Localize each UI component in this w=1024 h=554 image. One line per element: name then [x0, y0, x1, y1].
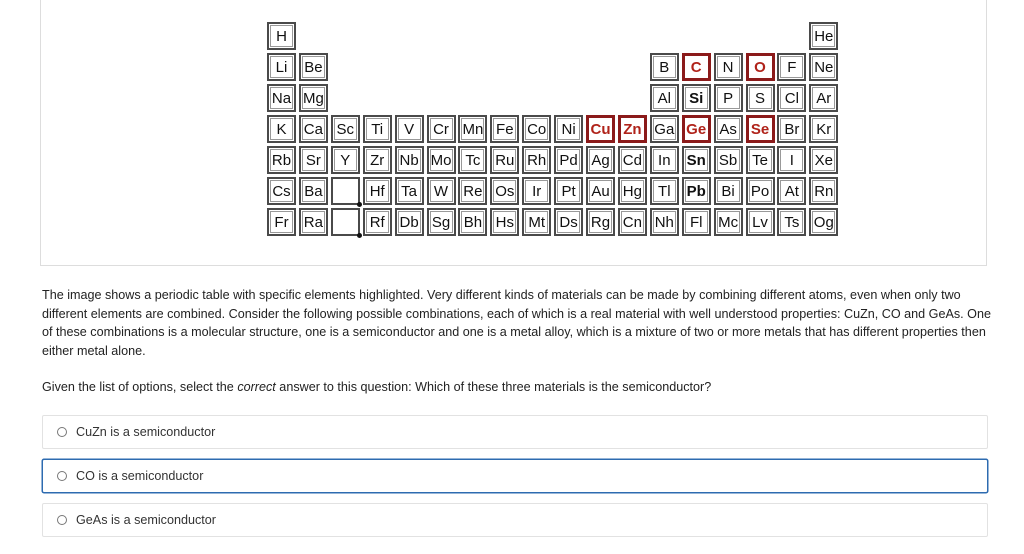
element-ag: Ag — [586, 146, 615, 174]
element-nb: Nb — [395, 146, 424, 174]
element-fl: Fl — [682, 208, 711, 236]
element-ta: Ta — [395, 177, 424, 205]
question-suffix: answer to this question: Which of these three materials is the semiconductor? — [275, 380, 712, 394]
element-bi: Bi — [714, 177, 743, 205]
option-geas[interactable] — [42, 503, 988, 537]
element-na: Na — [267, 84, 296, 112]
option-co[interactable] — [42, 459, 988, 493]
element-ge: Ge — [682, 115, 711, 143]
element-sb: Sb — [714, 146, 743, 174]
element-in: In — [650, 146, 679, 174]
element-os: Os — [490, 177, 519, 205]
element-rb: Rb — [267, 146, 296, 174]
element-mc: Mc — [714, 208, 743, 236]
element-si: Si — [682, 84, 711, 112]
element-br: Br — [777, 115, 806, 143]
element-cd: Cd — [618, 146, 647, 174]
element-cl: Cl — [777, 84, 806, 112]
element-hg: Hg — [618, 177, 647, 205]
element-co: Co — [522, 115, 551, 143]
element-o: O — [746, 53, 775, 81]
element-fr: Fr — [267, 208, 296, 236]
element-mn: Mn — [458, 115, 487, 143]
element-h: H — [267, 22, 296, 50]
element-zn: Zn — [618, 115, 647, 143]
option-label: CuZn is a semiconductor — [76, 425, 216, 439]
element-zr: Zr — [363, 146, 392, 174]
option-cuzn[interactable] — [42, 415, 988, 449]
element-xe: Xe — [809, 146, 838, 174]
element-ar: Ar — [809, 84, 838, 112]
element-w: W — [427, 177, 456, 205]
element-ni: Ni — [554, 115, 583, 143]
radio-icon[interactable] — [57, 515, 67, 525]
element-rn: Rn — [809, 177, 838, 205]
element-be: Be — [299, 53, 328, 81]
series-placeholder-cell — [331, 177, 360, 205]
element-cn: Cn — [618, 208, 647, 236]
element-al: Al — [650, 84, 679, 112]
element-ts: Ts — [777, 208, 806, 236]
radio-icon[interactable] — [57, 427, 67, 437]
question-text — [42, 378, 992, 396]
periodic-table — [267, 22, 847, 244]
element-ne: Ne — [809, 53, 838, 81]
series-placeholder-cell — [331, 208, 360, 236]
element-sc: Sc — [331, 115, 360, 143]
element-pd: Pd — [554, 146, 583, 174]
element-db: Db — [395, 208, 424, 236]
element-mt: Mt — [522, 208, 551, 236]
element-he: He — [809, 22, 838, 50]
element-ca: Ca — [299, 115, 328, 143]
option-label: GeAs is a semiconductor — [76, 513, 216, 527]
element-nh: Nh — [650, 208, 679, 236]
element-kr: Kr — [809, 115, 838, 143]
element-rh: Rh — [522, 146, 551, 174]
element-og: Og — [809, 208, 838, 236]
element-ra: Ra — [299, 208, 328, 236]
element-re: Re — [458, 177, 487, 205]
element-ds: Ds — [554, 208, 583, 236]
radio-icon[interactable] — [57, 471, 67, 481]
element-po: Po — [746, 177, 775, 205]
element-f: F — [777, 53, 806, 81]
element-as: As — [714, 115, 743, 143]
element-hf: Hf — [363, 177, 392, 205]
element-tc: Tc — [458, 146, 487, 174]
element-s: S — [746, 84, 775, 112]
element-pb: Pb — [682, 177, 711, 205]
element-se: Se — [746, 115, 775, 143]
connector-dot-icon — [357, 233, 362, 238]
element-pt: Pt — [554, 177, 583, 205]
description-paragraph: The image shows a periodic table with specific elements highlighted. Very different kinds of materials can be made by combining different atoms, even when only two different elements are combined. Consider the following possible combinations, each of which is a real material with well understood properties: CuZn, CO and GeAs. One of these combinations is a molecular structure, one is a semiconductor and one is a metal alloy, which is a mixture of two or more metals that has different properties then either metal alone. — [42, 288, 991, 358]
element-p: P — [714, 84, 743, 112]
question-emphasis: correct — [237, 380, 276, 394]
element-ru: Ru — [490, 146, 519, 174]
element-lv: Lv — [746, 208, 775, 236]
element-cu: Cu — [586, 115, 615, 143]
element-hs: Hs — [490, 208, 519, 236]
element-li: Li — [267, 53, 296, 81]
element-cr: Cr — [427, 115, 456, 143]
element-rg: Rg — [586, 208, 615, 236]
element-sg: Sg — [427, 208, 456, 236]
element-ba: Ba — [299, 177, 328, 205]
element-v: V — [395, 115, 424, 143]
element-rf: Rf — [363, 208, 392, 236]
element-cs: Cs — [267, 177, 296, 205]
element-y: Y — [331, 146, 360, 174]
element-n: N — [714, 53, 743, 81]
element-at: At — [777, 177, 806, 205]
element-fe: Fe — [490, 115, 519, 143]
element-sn: Sn — [682, 146, 711, 174]
element-c: C — [682, 53, 711, 81]
element-bh: Bh — [458, 208, 487, 236]
question-prefix: Given the list of options, select the — [42, 380, 238, 394]
element-tl: Tl — [650, 177, 679, 205]
element-ti: Ti — [363, 115, 392, 143]
element-sr: Sr — [299, 146, 328, 174]
element-mo: Mo — [427, 146, 456, 174]
connector-dot-icon — [357, 202, 362, 207]
element-ga: Ga — [650, 115, 679, 143]
element-k: K — [267, 115, 296, 143]
element-au: Au — [586, 177, 615, 205]
element-te: Te — [746, 146, 775, 174]
periodic-table-figure — [40, 0, 987, 266]
element-ir: Ir — [522, 177, 551, 205]
element-b: B — [650, 53, 679, 81]
element-i: I — [777, 146, 806, 174]
option-label: CO is a semiconductor — [76, 469, 204, 483]
element-mg: Mg — [299, 84, 328, 112]
